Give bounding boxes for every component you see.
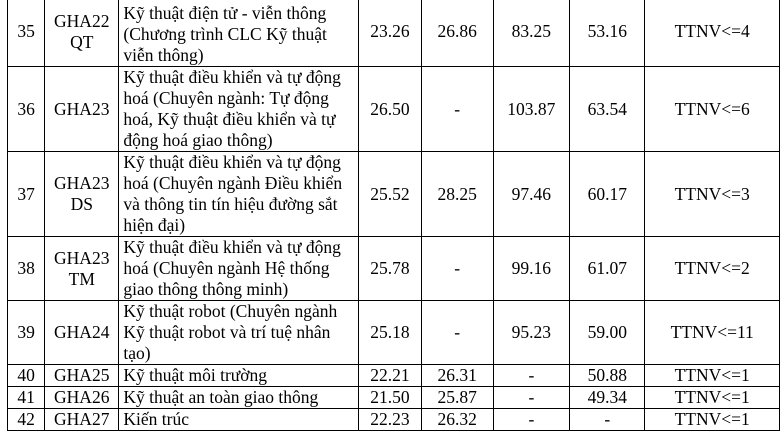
- major-code-line: QT: [70, 31, 94, 52]
- table-row: [8, 409, 780, 431]
- score-cell-2: 25.87: [421, 387, 493, 409]
- table-row: [8, 387, 780, 409]
- row-number-cell: 35: [8, 0, 45, 67]
- row-number-cell: 37: [8, 152, 45, 237]
- major-code-line: DS: [70, 194, 93, 214]
- ttnv-cell: TTNV<=1: [645, 409, 780, 431]
- major-name-line: Kỹ thuật an toàn giao thông: [123, 387, 319, 407]
- score-cell-3: 83.25: [493, 0, 570, 67]
- score-cell-3: 99.16: [493, 237, 570, 301]
- major-code-cell: [45, 365, 119, 387]
- table-row: [8, 0, 780, 67]
- row-number-cell: 36: [8, 67, 45, 152]
- score-cell-1: 23.26: [359, 0, 422, 67]
- score-cell-1: 25.78: [359, 237, 422, 301]
- major-name-line: Kỹ thuật môi trường: [123, 365, 268, 385]
- major-code-line: GHA23: [54, 173, 110, 193]
- score-cell-2: -: [421, 237, 493, 301]
- score-cell-4: -: [570, 409, 645, 431]
- major-name-cell: [119, 387, 359, 409]
- major-code-line: GHA25: [54, 365, 110, 385]
- score-cell-3: -: [493, 409, 570, 431]
- major-name-cell: [119, 365, 359, 387]
- major-code-cell: [45, 301, 119, 365]
- score-cell-4: 61.07: [570, 237, 645, 301]
- major-name-line: hoá (Chuyên ngành Điều khiển: [123, 173, 343, 193]
- major-name-line: Kỹ thuật điện tử - viễn thông: [123, 3, 327, 23]
- score-cell-4: 63.54: [570, 67, 645, 152]
- major-name-line: động hoá giao thông): [123, 130, 273, 150]
- major-name-cell: [119, 152, 359, 237]
- ttnv-cell: TTNV<=11: [645, 301, 780, 365]
- score-cell-2: 26.31: [421, 365, 493, 387]
- table-row: [8, 67, 780, 152]
- major-code-cell: [45, 237, 119, 301]
- major-code-line: GHA23: [54, 98, 110, 119]
- major-name-line: (Chương trình CLC Kỹ thuật: [123, 24, 327, 44]
- score-cell-2: -: [421, 301, 493, 365]
- major-code-line: GHA22: [54, 10, 110, 31]
- score-cell-4: 50.88: [570, 365, 645, 387]
- major-code-line: GHA27: [54, 409, 110, 429]
- major-code-line: GHA24: [54, 322, 110, 342]
- table-row: [8, 152, 780, 237]
- score-cell-3: 103.87: [493, 67, 570, 152]
- major-code-cell: [45, 409, 119, 431]
- score-cell-1: 22.21: [359, 365, 422, 387]
- major-code-cell: [45, 152, 119, 237]
- score-cell-1: 25.52: [359, 152, 422, 237]
- ttnv-cell: TTNV<=4: [645, 0, 780, 67]
- ttnv-cell: TTNV<=2: [645, 237, 780, 301]
- row-number-cell: 40: [8, 365, 45, 387]
- ttnv-cell: TTNV<=3: [645, 152, 780, 237]
- major-name-line: Kỹ thuật điều khiển và tự động: [123, 152, 341, 172]
- admission-scores-table: [7, 0, 780, 431]
- score-cell-2: 26.86: [421, 0, 493, 67]
- major-name-line: Kỹ thuật robot và trí tuệ nhân: [123, 322, 331, 342]
- score-cell-1: 22.23: [359, 409, 422, 431]
- table-row: [8, 365, 780, 387]
- major-name-cell: [119, 301, 359, 365]
- score-cell-3: 95.23: [493, 301, 570, 365]
- major-code-line: GHA26: [54, 387, 110, 407]
- score-cell-1: 26.50: [359, 67, 422, 152]
- ttnv-cell: TTNV<=1: [645, 387, 780, 409]
- ttnv-cell: TTNV<=1: [645, 365, 780, 387]
- major-name-line: giao thông thông minh): [123, 279, 289, 299]
- major-code-cell: [45, 387, 119, 409]
- major-name-line: hoá, Kỹ thuật điều khiển và tự: [123, 109, 336, 129]
- major-code-line: TM: [68, 268, 95, 289]
- major-name-line: viễn thông): [123, 45, 204, 65]
- major-name-cell: [119, 0, 359, 67]
- table-row: [8, 237, 780, 301]
- row-number-cell: 41: [8, 387, 45, 409]
- score-cell-3: -: [493, 387, 570, 409]
- ttnv-cell: TTNV<=6: [645, 67, 780, 152]
- major-name-line: hoá (Chuyên ngành Hệ thống: [123, 258, 330, 278]
- score-cell-2: -: [421, 67, 493, 152]
- score-cell-2: 28.25: [421, 152, 493, 237]
- score-cell-4: 60.17: [570, 152, 645, 237]
- major-code-cell: [45, 67, 119, 152]
- major-name-cell: [119, 409, 359, 431]
- score-cell-1: 25.18: [359, 301, 422, 365]
- score-cell-2: 26.32: [421, 409, 493, 431]
- score-cell-3: 97.46: [493, 152, 570, 237]
- score-cell-1: 21.50: [359, 387, 422, 409]
- major-name-cell: [119, 237, 359, 301]
- major-name-line: Kiến trúc: [123, 409, 189, 429]
- score-cell-4: 59.00: [570, 301, 645, 365]
- score-cell-3: -: [493, 365, 570, 387]
- row-number-cell: 39: [8, 301, 45, 365]
- major-name-cell: [119, 67, 359, 152]
- major-code-line: GHA23: [54, 247, 110, 268]
- major-name-line: hiện đại): [123, 215, 186, 235]
- score-cell-4: 53.16: [570, 0, 645, 67]
- major-name-line: Kỹ thuật điều khiển và tự động: [123, 67, 341, 87]
- major-name-line: tạo): [123, 343, 151, 363]
- major-name-line: và thông tin tín hiệu đường sắt: [123, 194, 338, 214]
- major-name-line: Kỹ thuật robot (Chuyên ngành: [123, 301, 338, 321]
- table-row: [8, 301, 780, 365]
- major-code-cell: [45, 0, 119, 67]
- row-number-cell: 38: [8, 237, 45, 301]
- major-name-line: hoá (Chuyên ngành: Tự động: [123, 88, 329, 108]
- row-number-cell: 42: [8, 409, 45, 431]
- major-name-line: Kỹ thuật điều khiển và tự động: [123, 237, 341, 257]
- score-cell-4: 49.34: [570, 387, 645, 409]
